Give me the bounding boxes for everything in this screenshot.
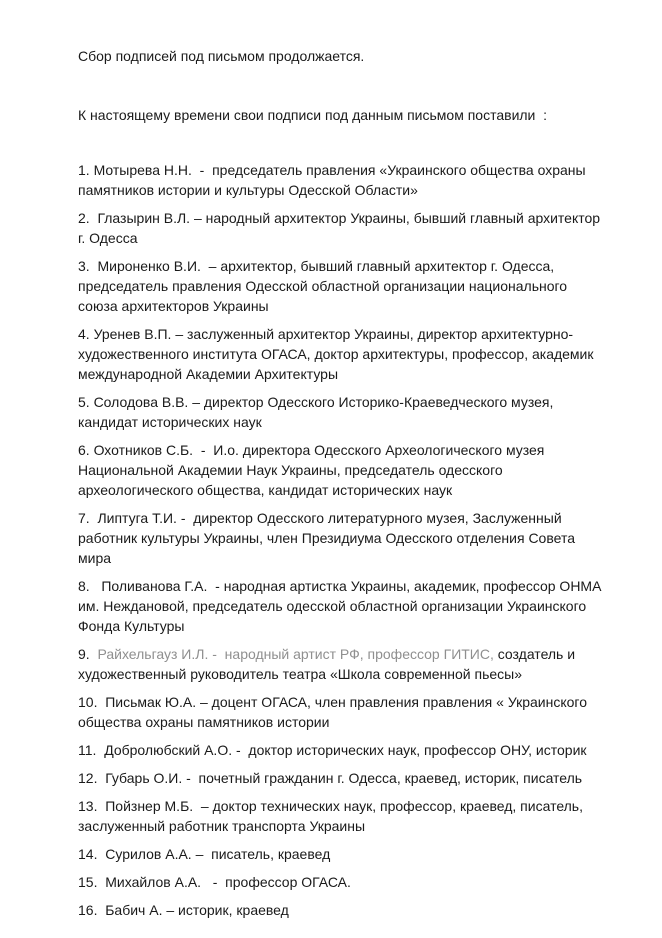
signatory-item [78,844,604,864]
signatory-item [78,208,604,248]
signatory-item [78,872,604,892]
signatory-text: 12. Губарь О.И. - почетный гражданин г. Одесса, краевед, историк, писатель [78,770,583,786]
signatory-item [78,508,604,568]
signatory-text: 13. Пойзнер М.Б. – доктор технических наук, профессор, краевед, писатель, заслуженный работник транспорта Украины [78,798,587,834]
signatory-text: 9. [78,646,98,662]
signatory-item [78,644,604,684]
signatory-item [78,440,604,500]
signature-collection-status: Сбор подписей под письмом продолжается. [78,48,365,64]
signatory-text: 6. Охотников С.Б. - И.о. директора Одесского Археологического музея Национальной Академии Наук Украины, председатель одесского археологического общества, кандидат исторических наук [78,442,549,498]
signatory-item [78,256,604,316]
signatory-text: 15. Михайлов А.А. - профессор ОГАСА. [78,874,351,890]
document-text-block [78,46,604,928]
signatory-text: 8. Поливанова Г.А. - народная артистка Украины, академик, профессор ОНМА им. Неждановой, председатель одесской областной организации Украинского Фонда Культуры [78,578,606,634]
signatory-text: 16. Бабич А. – историк, краевед [78,902,289,918]
signatory-text: 3. Мироненко В.И. – архитектор, бывший главный архитектор г. Одесса, председатель правления Одесской областной организации национального союза архитекторов Украины [78,258,571,314]
signatory-item [78,324,604,384]
signatory-text: 7. Липтуга Т.И. - директор Одесского литературного музея, Заслуженный работник культуры Украины, член Президиума Одесского отделения Совета мира [78,510,579,566]
signatory-text: 11. Добролюбский А.О. - доктор исторических наук, профессор ОНУ, историк [78,742,587,758]
signatory-text: создатель и художественный руководитель театра «Школа современной пьесы» [78,646,579,682]
signatory-text: 4. Уренев В.П. – заслуженный архитектор Украины, директор архитектурно-художественного института ОГАСА, доктор архитектуры, профессор, академик международной Академии Архитектуры [78,326,598,382]
signatory-text: 14. Сурилов А.А. – писатель, краевед [78,846,331,862]
signatory-text: 5. Солодова В.В. – директор Одесского Историко-Краеведческого музея, кандидат исторических наук [78,394,558,430]
signatory-item [78,796,604,836]
signatories-intro-line: К настоящему времени свои подписи под данным письмом поставили : [78,107,548,123]
signatory-text: 10. Письмак Ю.А. – доцент ОГАСА, член правления правления « Украинского общества охраны памятников истории [78,694,591,730]
signatory-item [78,576,604,636]
signatory-item [78,392,604,432]
signatory-item [78,692,604,732]
signatory-text: 2. Глазырин В.Л. – народный архитектор Украины, бывший главный архитектор г. Одесса [78,210,604,246]
signatory-item [78,900,604,920]
signatory-item [78,740,604,760]
signatory-text-muted: Райхельгауз И.Л. - народный артист РФ, профессор ГИТИС, [97,646,494,662]
signatory-item [78,160,604,200]
signatory-text: 1. Мотырева Н.Н. - председатель правления «Украинского общества охраны памятников истории и культуры Одесской Области» [78,162,590,198]
signatory-item [78,768,604,788]
